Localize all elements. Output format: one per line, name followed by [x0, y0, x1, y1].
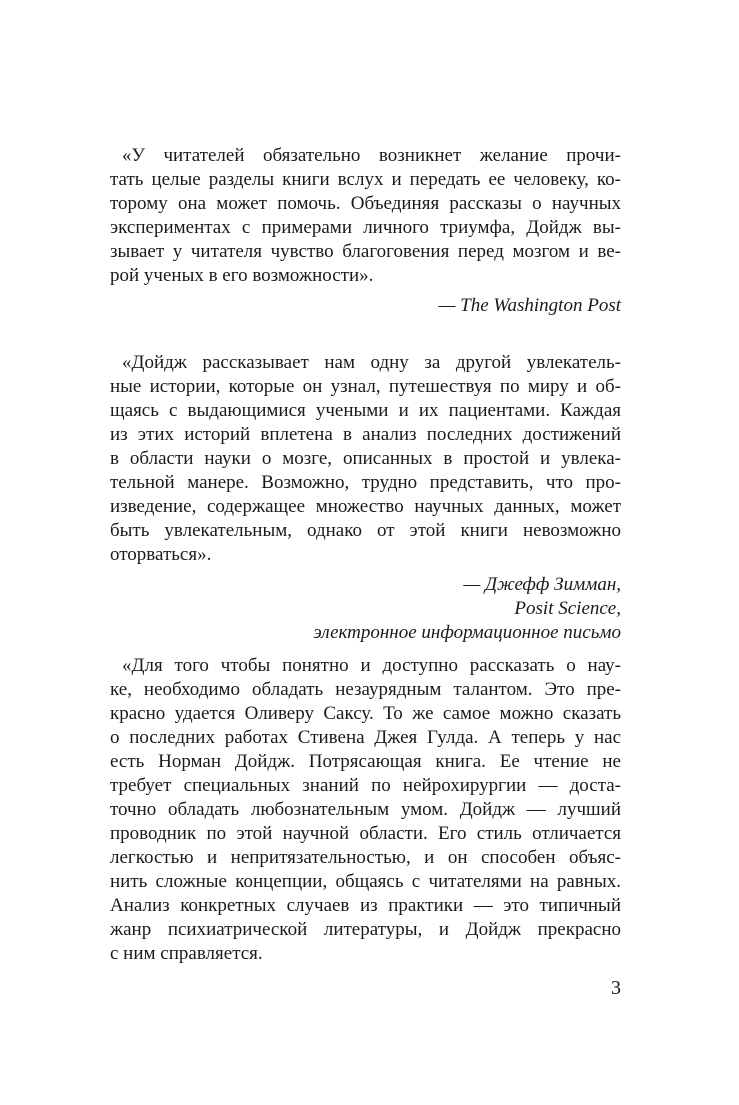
quote-line: оторваться».: [110, 544, 212, 565]
quote-line: тельной манере. Возможно, трудно представить, что про-: [110, 472, 621, 493]
quote-attribution-publication: электронное информационное письмо: [313, 622, 621, 643]
quote-line: изведение, содержащее множество научных данных, может: [110, 496, 621, 517]
quote-line: требует специальных знаний по нейрохирургии — доста-: [110, 775, 621, 796]
quote-line: легкостью и непритязательностью, и он способен объяс-: [110, 847, 621, 868]
quote-line: нить сложные концепции, общаясь с читателями на равных.: [110, 871, 621, 892]
quote-line: «Для того чтобы понятно и доступно рассказать о нау-: [122, 655, 621, 676]
quote-line: «У читателей обязательно возникнет желание прочи-: [122, 145, 621, 166]
quote-line: рой ученых в его возможности».: [110, 265, 374, 286]
review-quote-sacks-gould: [110, 654, 621, 966]
quote-line: точно обладать любознательным умом. Дойдж — лучший: [110, 799, 621, 820]
quote-attribution-author: — Джефф Зимман,: [463, 574, 621, 595]
quote-line: ные истории, которые он узнал, путешествуя по миру и об-: [110, 376, 621, 397]
quote-line: с ним справляется.: [110, 943, 263, 964]
page-number: 3: [611, 977, 621, 999]
quote-line: торому она может помочь. Объединяя рассказы о научных: [110, 193, 621, 214]
quote-line: есть Норман Дойдж. Потрясающая книга. Ее чтение не: [110, 751, 621, 772]
review-quote-zimman: [110, 351, 621, 645]
quote-line: из этих историй вплетена в анализ последних достижений: [110, 424, 621, 445]
review-quote-washington-post: [110, 144, 621, 318]
quote-line: проводник по этой научной области. Его стиль отличается: [110, 823, 621, 844]
quote-line: «Дойдж рассказывает нам одну за другой увлекатель-: [122, 352, 621, 373]
quote-attribution: — The Washington Post: [438, 295, 621, 316]
quote-line: быть увлекательным, однако от этой книги невозможно: [110, 520, 621, 541]
quote-line: ке, необходимо обладать незаурядным талантом. Это пре-: [110, 679, 621, 700]
quote-line: Анализ конкретных случаев из практики — это типичный: [110, 895, 621, 916]
quote-attribution-organization: Posit Science,: [514, 598, 621, 619]
quote-line: в области науки о мозге, описанных в простой и увлека-: [110, 448, 621, 469]
quote-line: зывает у читателя чувство благоговения перед мозгом и ве-: [110, 241, 621, 262]
quote-line: красно удается Оливеру Саксу. То же самое можно сказать: [110, 703, 621, 724]
quote-line: тать целые разделы книги вслух и передать ее человеку, ко-: [110, 169, 621, 190]
quote-line: жанр психиатрической литературы, и Дойдж прекрасно: [110, 919, 621, 940]
quote-line: о последних работах Стивена Джея Гулда. А теперь у нас: [110, 727, 621, 748]
quote-line: щаясь с выдающимися учеными и их пациентами. Каждая: [110, 400, 621, 421]
quote-line: экспериментах с примерами личного триумфа, Дойдж вы-: [110, 217, 621, 238]
